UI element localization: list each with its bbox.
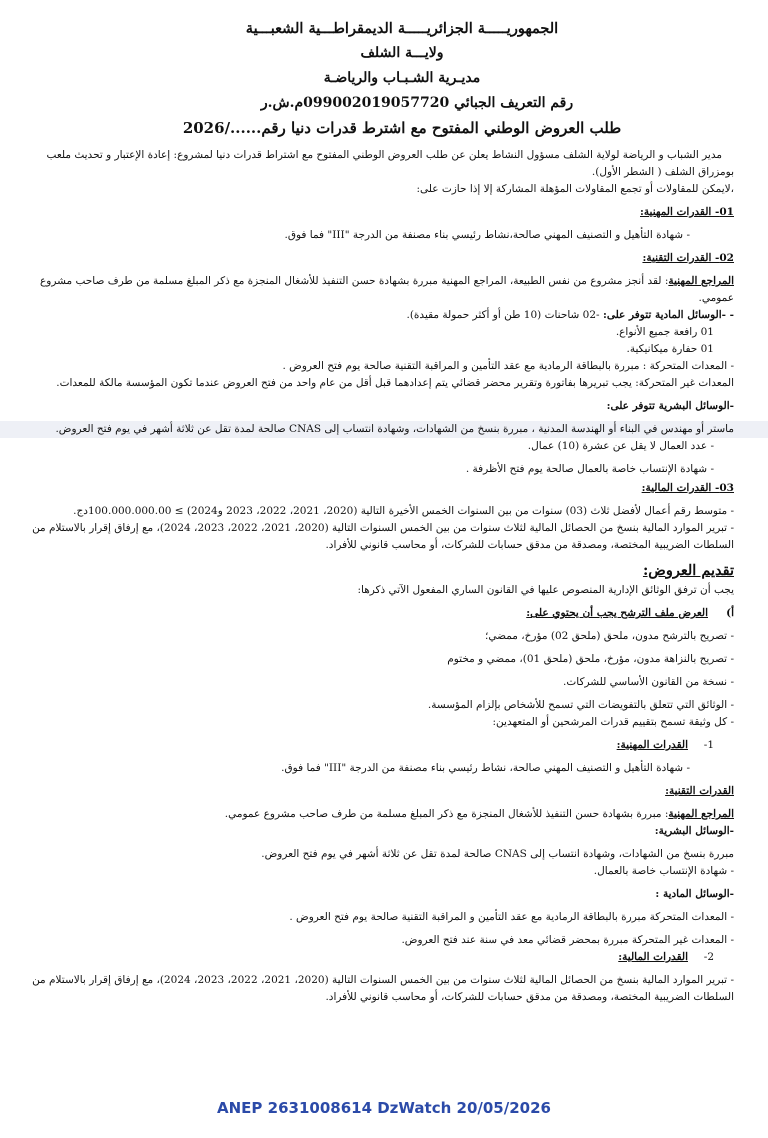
capacity-documents: - كل وثيقة تسمح بتقييم قدرات المرشحين أو المتعهدين:	[492, 716, 734, 728]
republic-title: الجمهوريـــــة الجزائريـــــة الديمقراطـــية الشعبـــية	[245, 20, 559, 37]
eligibility-line: ،لايمكن للمقاولات أو تجمع المقاولات المؤهلة المشاركة إلا إذا حازت على:	[416, 183, 734, 195]
intro-paragraph: مدير الشباب و الرياضة لولاية الشلف مسؤول النشاط يعلن عن طلب العروض الوطني المفتوح مع اشتراط قدرات دنيا لمشروع: إعادة الإعتبار و تحديث ملعب بومزراق الشلف ( الشطر الأول).	[46, 149, 734, 178]
section-financial-title: 03- القدرات المالية:	[641, 482, 734, 494]
professional-capacity-title: القدرات المهنية:	[616, 739, 688, 751]
financial-statements: - تبرير الموارد المالية بنسخ من الحصائل المالية لثلاث سنوات من بين الخمس السنوات التالية (2020، 2021، 2022، 2023، 2024)، مع إرفاق إقرار بالاستلام من السلطات الضريبية المختصة، ومصدقة من مدقق حسابات للشركات، أو محاسب قانوني للأفراد.	[32, 522, 734, 551]
item-1-number: 1-	[703, 739, 714, 751]
human-means-affiliation: - شهادة الإنتساب خاصة بالعمال.	[593, 865, 734, 877]
tax-id: رقم التعريف الجبائي 099002019057720م.ش.ر	[260, 95, 574, 111]
fixed-equipment: المعدات غير المتحركة: يجب تبريرها بفاتورة وتقرير محضر قضائي يتم إعدادهما قبل أقل من عام واحد من فتح العروض عندما تكون المؤسسة مالكة للمعدات.	[56, 377, 734, 389]
turnover-requirement: - متوسط رقم أعمال لأفضل ثلاث (03) سنوات من بين السنوات الخمس الأخيرة التالية (2020، 2021، 2022، 2023 و2024) ≥ 100.000.000.00دج.	[73, 505, 734, 517]
directorate-title: مديـرية الشـبـاب والرياضـة	[323, 70, 481, 86]
publication-reference: ANEP 2631008614 DzWatch 20/05/2026	[217, 1099, 551, 1117]
equipment-crane: 01 رافعة جميع الأنواع.	[615, 326, 714, 338]
professional-capacity-certificate: - شهادة التأهيل و التصنيف المهني صالحة، نشاط رئيسي بناء مصنفة من الدرجة "III" فما فوق.	[281, 762, 690, 774]
technical-references-text: : مبررة بشهادة حسن التنفيذ للأشغال المنجزة مع ذكر المبلغ مسلمة من طرف صاحب مشروع عمومي.	[224, 808, 669, 820]
material-means-heading: -الوسائل المادية :	[655, 888, 734, 900]
section-professional-title: 01- القدرات المهنية:	[640, 206, 734, 218]
financial-capacity-title: القدرات المالية:	[618, 951, 688, 963]
candidacy-file-title: العرض ملف الترشح يجب أن يحتوي على:	[526, 607, 708, 619]
references-text: : لقد أنجز مشروع من نفس الطبيعة، المراجع المهنية مبررة بشهادة حسن التنفيذ للأشغال المنجزة مع ذكر المبلغ مسلمة من طرف صاحب مشروع عمومي.	[40, 275, 734, 304]
mobile-equipment-proof: - المعدات المتحركة مبررة بالبطاقة الرمادية مع عقد التأمين و المراقبة التقنية صالحة يوم فتح العروض .	[289, 911, 734, 923]
references-label: المراجع المهنية	[668, 275, 734, 287]
professional-certificate: - شهادة التأهيل و التصنيف المهني صالحة،نشاط رئيسي بناء مصنفة من الدرجة "III" فما فوق.	[284, 229, 690, 241]
statutes-copy: - نسخة من القانون الأساسي للشركات.	[563, 676, 734, 688]
submission-title: تقديم العروض:	[642, 562, 734, 579]
professional-references	[30, 273, 734, 307]
workers-count: - عدد العمال لا يقل عن عشرة (10) عمال.	[527, 440, 714, 452]
human-means-heading: -الوسائل البشرية:	[654, 825, 734, 837]
financial-capacity-statements: - تبرير الموارد المالية بنسخ من الحصائل المالية لثلاث سنوات من بين الخمس السنوات التالية (2020، 2021، 2022، 2023، 2024)، مع إرفاق إقرار بالاستلام من السلطات الضريبية المختصة، ومصدقة من مدقق حسابات للشركات، أو محاسب قانوني للأفراد.	[32, 974, 734, 1003]
professional-capacity-heading	[30, 737, 734, 754]
workers-affiliation: - شهادة الإنتساب خاصة بالعمال صالحة يوم فتح الأظرفة .	[465, 463, 714, 475]
material-means	[30, 307, 734, 324]
equipment-excavator: 01 حفارة ميكانيكية.	[626, 343, 714, 355]
item-a-number: أ)	[726, 607, 734, 619]
tender-title: طلب العروض الوطني المفتوح مع اشترط قدرات دنيا رقم....../2026	[182, 119, 622, 137]
candidacy-file-heading	[30, 605, 734, 622]
human-means-cnas: مبررة بنسخ من الشهادات، وشهادة انتساب إلى CNAS صالحة لمدة تقل عن ثلاثة أشهر في يوم فتح العروض.	[261, 848, 734, 860]
fixed-equipment-proof: - المعدات غير المتحركة مبررة بمحضر قضائي معد في سنة عند فتح العروض.	[401, 934, 734, 946]
financial-capacity-heading	[30, 949, 734, 966]
delegation-documents: - الوثائق التي تتعلق بالتفويضات التي تسمح للأشخاص بإلزام المؤسسة.	[427, 699, 734, 711]
material-means-label: - -الوسائل المادية تتوفر على:	[602, 309, 734, 321]
section-technical-title: 02- القدرات التقنية:	[642, 252, 734, 264]
technical-capacity-title: القدرات التقنية:	[665, 785, 734, 797]
material-means-text: -02 شاحنات (10 طن أو أكثر حمولة مقيدة).	[406, 309, 603, 321]
submission-intro: يجب أن ترفق الوثائق الإدارية المنصوص عليها في القانون الساري المفعول الآتي ذكرها:	[357, 584, 734, 596]
wilaya-title: ولايـــة الشلف	[360, 45, 444, 61]
item-2-number: 2-	[703, 951, 714, 963]
technical-references-label: المراجع المهنية	[668, 808, 734, 820]
human-means-title: -الوسائل البشرية تتوفر على:	[606, 400, 734, 412]
integrity-declaration: - تصريح بالنزاهة مدون، مؤرخ، ملحق (ملحق 01)، ممضي و مختوم	[447, 653, 734, 665]
engineer-requirement: ماستر أو مهندس في البناء أو الهندسة المدنية ، مبررة بنسخ من الشهادات، وشهادة انتساب إلى CNAS صالحة لمدة تقل عن ثلاثة أشهر في يوم فتح العروض.	[0, 421, 768, 438]
technical-references	[30, 806, 734, 823]
mobile-equipment: - المعدات المتحركة : مبررة بالبطاقة الرمادية مع عقد التأمين و المراقبة التقنية صالحة يوم فتح العروض .	[282, 360, 734, 372]
candidacy-declaration: - تصريح بالترشح مدون، ملحق (ملحق 02) مؤرخ، ممضي؛	[485, 630, 734, 642]
